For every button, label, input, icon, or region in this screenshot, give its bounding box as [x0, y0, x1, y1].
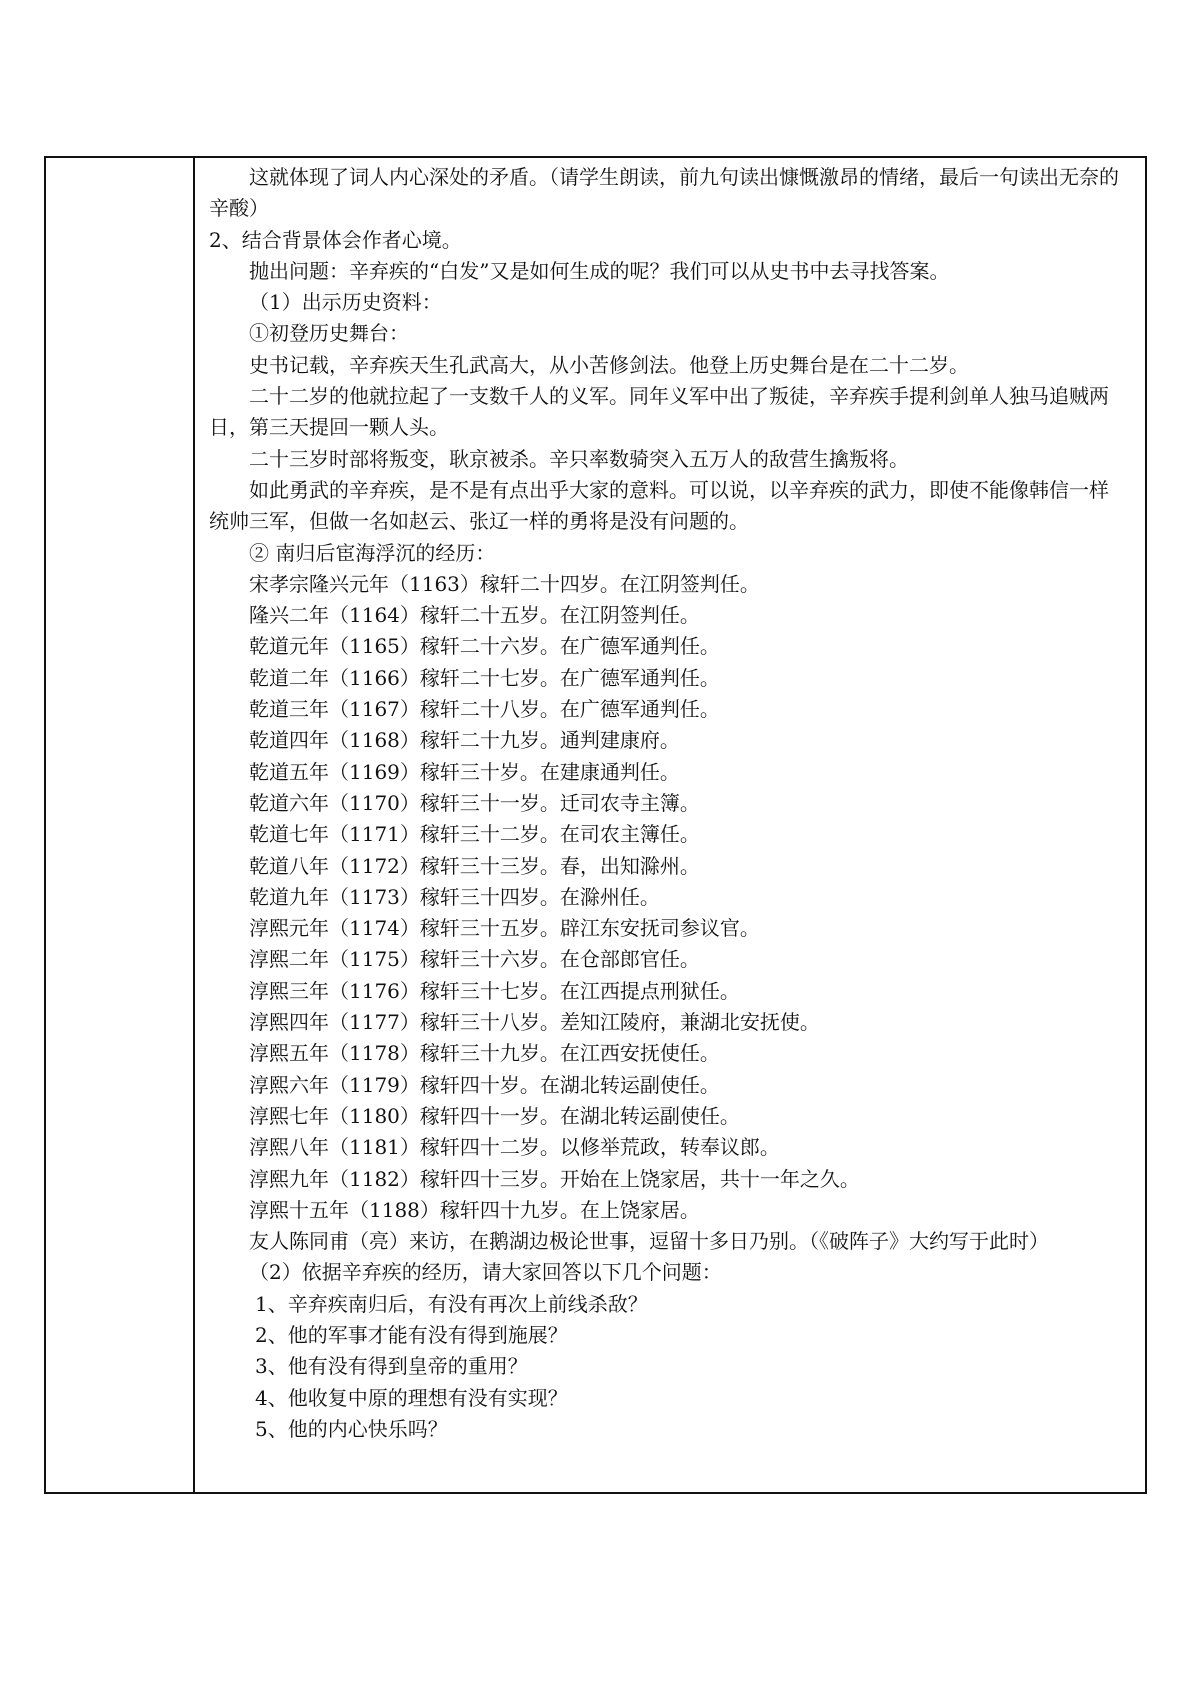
timeline-item: 淳熙五年（1178）稼轩三十九岁。在江西安抚使任。: [249, 1041, 720, 1066]
table-left-cell: [46, 158, 195, 1492]
question-item: 3、他有没有得到皇帝的重用？: [255, 1354, 528, 1379]
text-line: 这就体现了词人内心深处的矛盾。（请学生朗读，前九句读出慷慨激昂的情绪，最后一句读出无奈的辛酸）: [209, 165, 1119, 221]
timeline-item: 淳熙十五年（1188）稼轩四十九岁。在上饶家居。: [249, 1197, 700, 1222]
timeline-item: 乾道六年（1170）稼轩三十一岁。迁司农寺主簿。: [249, 790, 700, 815]
timeline-item: 淳熙元年（1174）稼轩三十五岁。辟江东安抚司参议官。: [249, 916, 760, 941]
sub-heading: ①初登历史舞台：: [249, 321, 409, 346]
text-line: 二十三岁时部将叛变，耿京被杀。辛只率数骑突入五万人的敌营生擒叛将。: [249, 446, 909, 471]
timeline-item: 淳熙二年（1175）稼轩三十六岁。在仓部郎官任。: [249, 947, 700, 972]
timeline-item: 淳熙三年（1176）稼轩三十七岁。在江西提点刑狱任。: [249, 978, 740, 1003]
question-item: 5、他的内心快乐吗？: [255, 1416, 448, 1441]
timeline-item: 淳熙六年（1179）稼轩四十岁。在湖北转运副使任。: [249, 1072, 720, 1097]
text-line: 史书记载，辛弃疾天生孔武高大，从小苦修剑法。他登上历史舞台是在二十二岁。: [249, 352, 969, 377]
document-body: [209, 162, 1119, 1445]
timeline-item: 乾道元年（1165）稼轩二十六岁。在广德军通判任。: [249, 634, 720, 659]
sub-heading: （2）依据辛弃疾的经历，请大家回答以下几个问题：: [249, 1260, 722, 1285]
timeline-item: 淳熙七年（1180）稼轩四十一岁。在湖北转运副使任。: [249, 1103, 740, 1128]
section-heading: 2、结合背景体会作者心境。: [209, 227, 462, 252]
timeline-item: 乾道七年（1171）稼轩三十二岁。在司农主簿任。: [249, 822, 700, 847]
timeline-item: 乾道二年（1166）稼轩二十七岁。在广德军通判任。: [249, 665, 720, 690]
timeline-item: 乾道五年（1169）稼轩三十岁。在建康通判任。: [249, 759, 680, 784]
question-item: 1、辛弃疾南归后，有没有再次上前线杀敌？: [255, 1291, 648, 1316]
question-item: 2、他的军事才能有没有得到施展？: [255, 1322, 568, 1347]
timeline-item: 淳熙八年（1181）稼轩四十二岁。以修举荒政，转奉议郎。: [249, 1135, 780, 1160]
table-content-cell: [195, 158, 1145, 1492]
text-line: 友人陈同甫（亮）来访，在鹅湖边极论世事，逗留十多日乃别。（《破阵子》大约写于此时）: [249, 1229, 1049, 1254]
timeline-item: 淳熙四年（1177）稼轩三十八岁。差知江陵府，兼湖北安抚使。: [249, 1010, 820, 1035]
sub-heading: （1）出示历史资料：: [249, 290, 442, 315]
timeline-item: 隆兴二年（1164）稼轩二十五岁。在江阴签判任。: [249, 603, 700, 628]
timeline-item: 乾道八年（1172）稼轩三十三岁。春，出知滁州。: [249, 853, 700, 878]
timeline-item: 乾道三年（1167）稼轩二十八岁。在广德军通判任。: [249, 697, 720, 722]
timeline-item: 乾道四年（1168）稼轩二十九岁。通判建康府。: [249, 728, 680, 753]
text-line: 如此勇武的辛弃疾，是不是有点出乎大家的意料。可以说，以辛弃疾的武力，即使不能像韩信一样统帅三军，但做一名如赵云、张辽一样的勇将是没有问题的。: [209, 477, 1109, 534]
timeline-item: 宋孝宗隆兴元年（1163）稼轩二十四岁。在江阴签判任。: [249, 571, 760, 596]
timeline-item: 乾道九年（1173）稼轩三十四岁。在滁州任。: [249, 884, 660, 909]
sub-heading: ② 南归后宦海浮沉的经历：: [249, 540, 496, 565]
lesson-table: [44, 156, 1147, 1494]
text-line: 抛出问题：辛弃疾的“白发”又是如何生成的呢？我们可以从史书中去寻找答案。: [249, 258, 950, 283]
text-line: 二十二岁的他就拉起了一支数千人的义军。同年义军中出了叛徒，辛弃疾手提利剑单人独马追贼两日，第三天提回一颗人头。: [209, 384, 1109, 440]
timeline-item: 淳熙九年（1182）稼轩四十三岁。开始在上饶家居，共十一年之久。: [249, 1166, 860, 1191]
question-item: 4、他收复中原的理想有没有实现？: [255, 1385, 568, 1410]
